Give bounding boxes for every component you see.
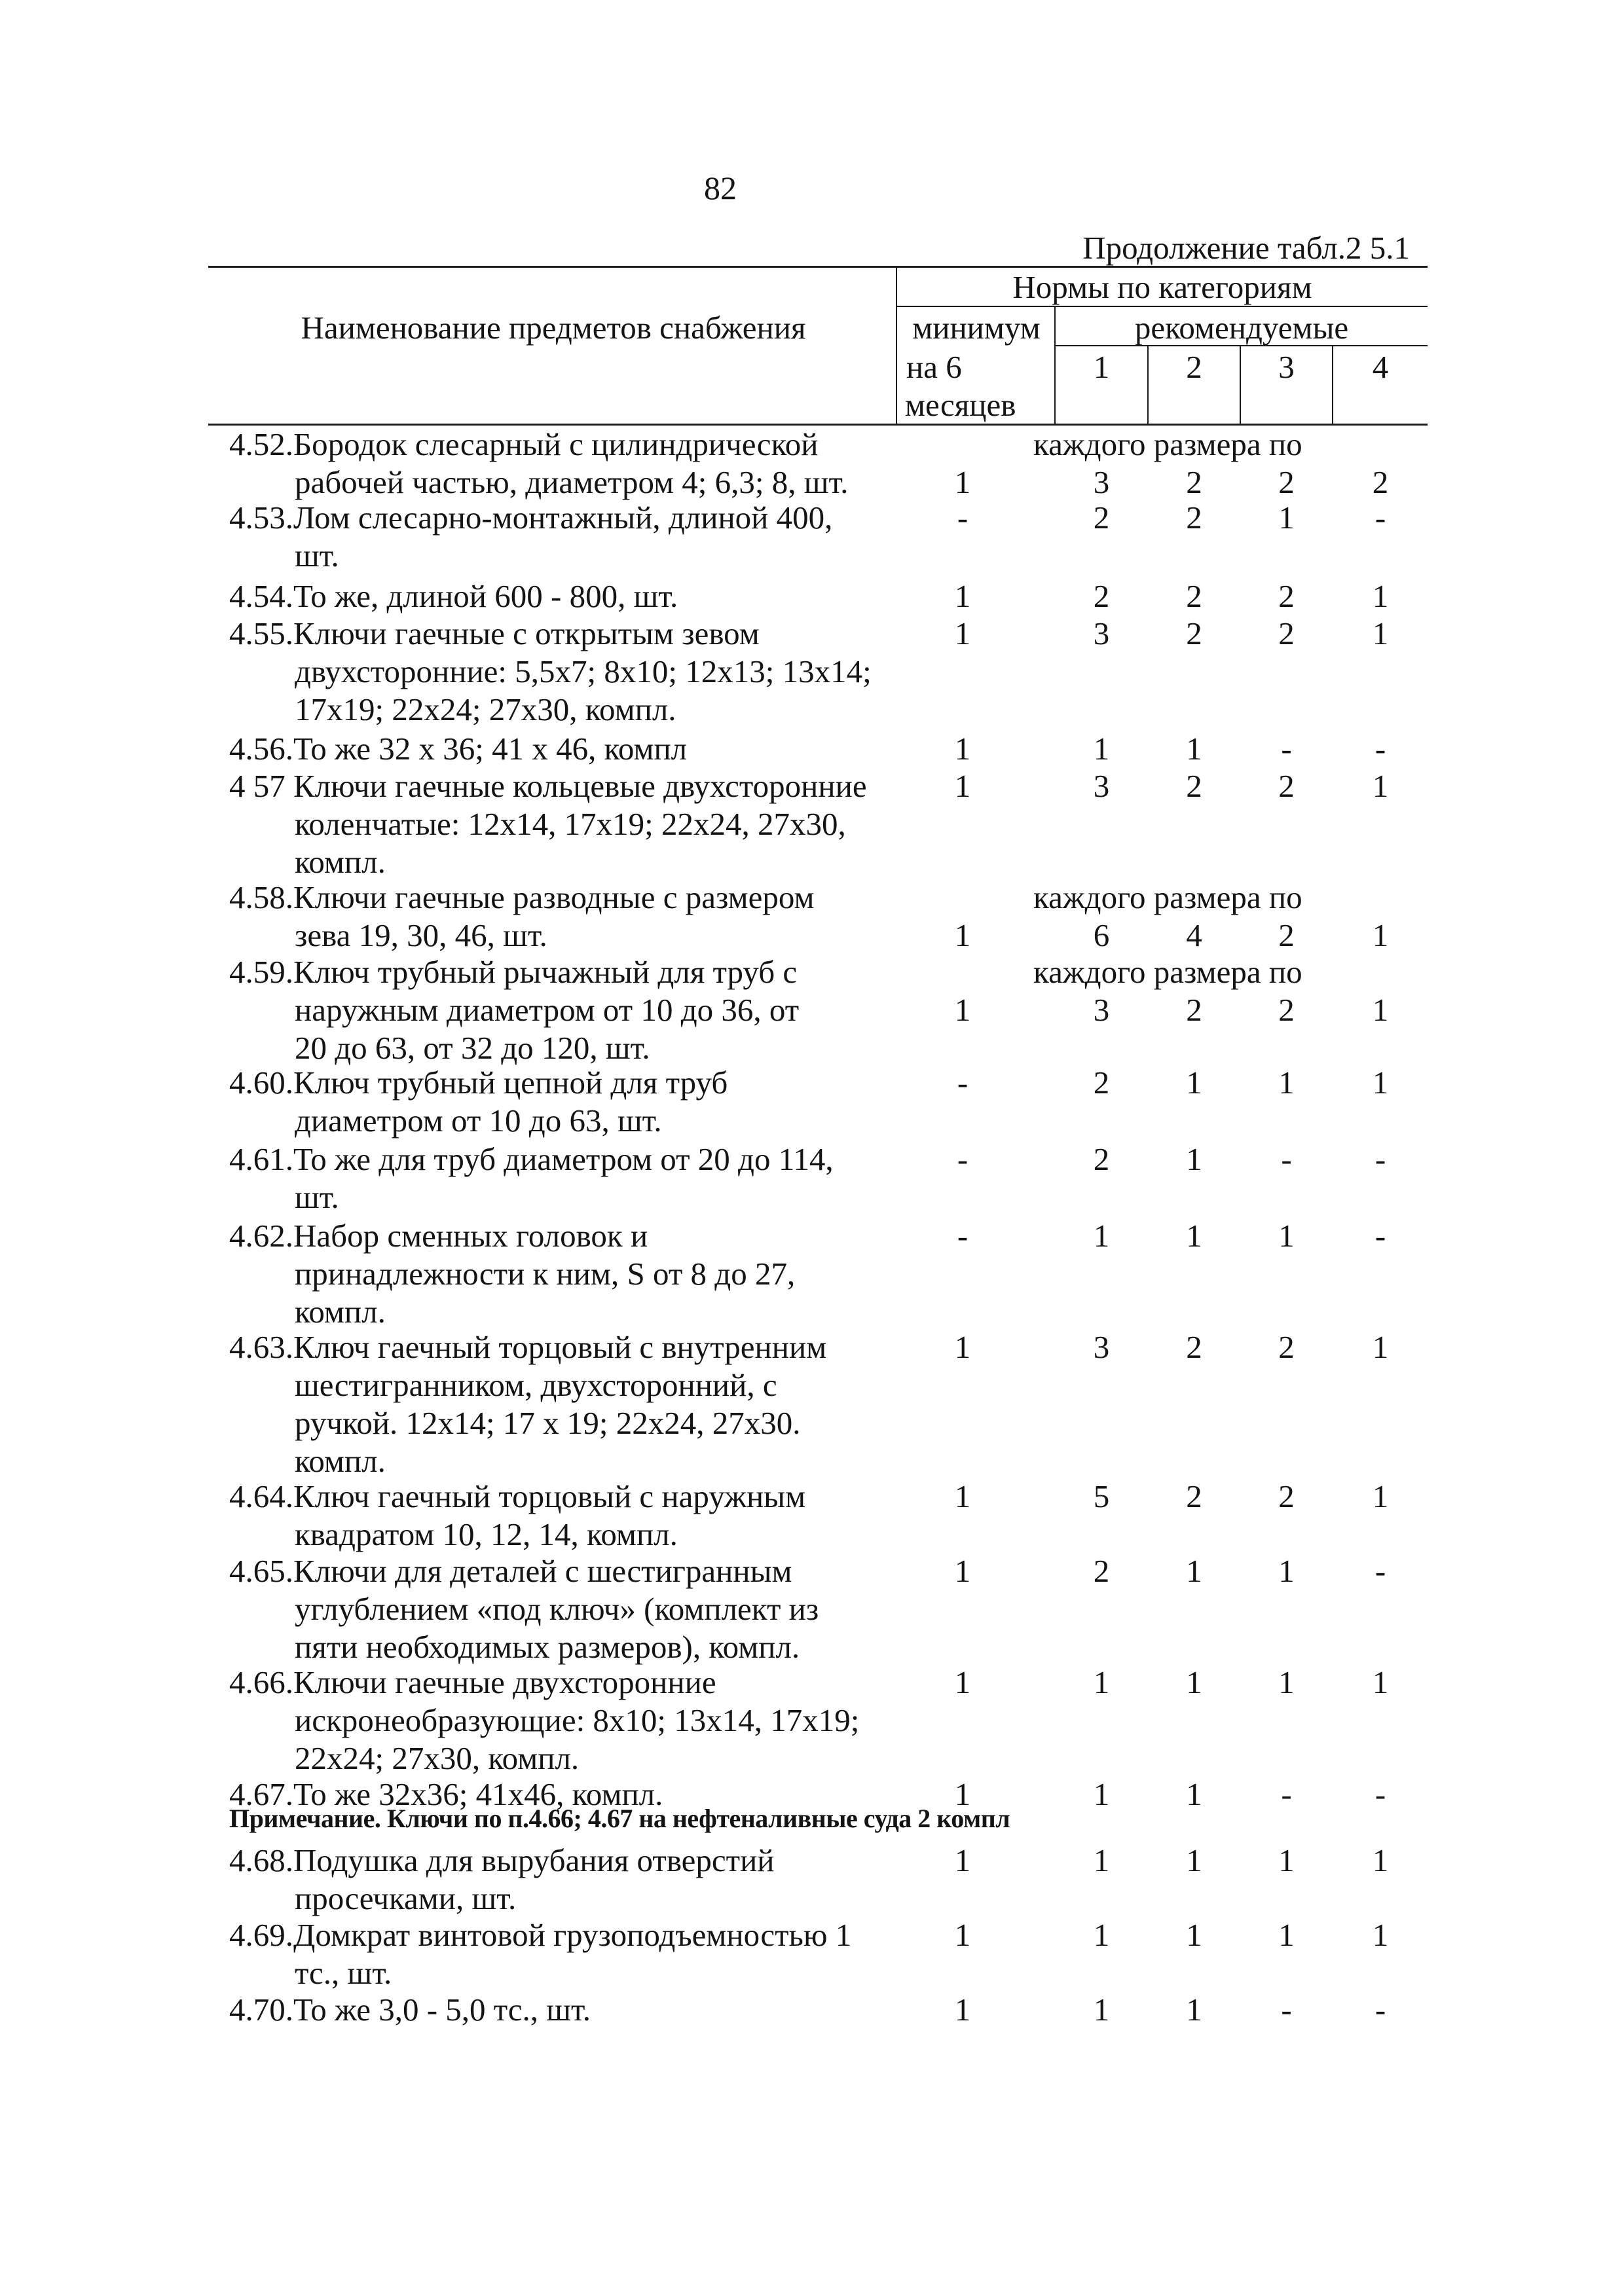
item-name-continuation: тс., шт. (295, 1955, 392, 1991)
item-name-continuation: ручкой. 12х14; 17 х 19; 22х24, 27х30. (295, 1405, 801, 1441)
category-1-header: 1 (1093, 349, 1110, 385)
name-column-header: Наименование предметов снабжения (301, 310, 806, 346)
minimum-value: - (957, 1141, 969, 1177)
size-note: каждого размера по (1033, 426, 1302, 462)
item-name: 4.55.Ключи гаечные с открытым зевом (229, 615, 760, 651)
category-4-value: 1 (1372, 1329, 1389, 1365)
category-3-value: 1 (1278, 1218, 1295, 1254)
category-3-value: - (1281, 731, 1292, 767)
item-name: 4.61.То же для труб диаметром от 20 до 114, (229, 1141, 834, 1177)
minimum-value: 1 (954, 1842, 971, 1878)
category-3-value: - (1281, 1776, 1292, 1812)
category-1-value: 1 (1093, 1992, 1110, 2028)
category-1-value: 2 (1093, 578, 1110, 614)
table-note: Примечание. Ключи по п.4.66; 4.67 на нефтеналивные суда 2 компл (229, 1804, 1010, 1833)
category-4-value: - (1375, 1776, 1386, 1812)
category-3-value: - (1281, 1141, 1292, 1177)
category-4-header: 4 (1372, 349, 1389, 385)
item-name: 4.54.То же, длиной 600 - 800, шт. (229, 578, 678, 614)
item-name-continuation: квадратом 10, 12, 14, компл. (295, 1516, 678, 1552)
category-3-value: 2 (1278, 768, 1295, 804)
category-1-value: 2 (1093, 1553, 1110, 1589)
item-name: 4.66.Ключи гаечные двухсторонние (229, 1664, 716, 1700)
item-name-continuation: компл. (295, 1443, 386, 1479)
category-3-value: 2 (1278, 578, 1295, 614)
category-1-value: 6 (1093, 917, 1110, 953)
item-name-continuation: шт. (295, 1179, 339, 1215)
category-2-value: 2 (1186, 578, 1202, 614)
category-1-value: 1 (1093, 731, 1110, 767)
category-4-value: - (1375, 731, 1386, 767)
item-name-continuation: компл. (295, 1294, 386, 1330)
item-name-continuation: диаметром от 10 до 63, шт. (295, 1102, 662, 1139)
category-3-header: 3 (1278, 349, 1295, 385)
category-1-value: 1 (1093, 1218, 1110, 1254)
category-3-value: 1 (1278, 1917, 1295, 1953)
item-name-continuation: просечками, шт. (295, 1880, 517, 1916)
category-2-value: 2 (1186, 1329, 1202, 1365)
minimum-value: 1 (954, 1329, 971, 1365)
category-1-value: 3 (1093, 768, 1110, 804)
category-4-value: 2 (1372, 464, 1389, 500)
category-2-value: 1 (1186, 1842, 1202, 1878)
minimum-value: 1 (954, 1664, 971, 1700)
category-4-value: 1 (1372, 1917, 1389, 1953)
category-4-value: - (1375, 500, 1386, 536)
category-4-value: 1 (1372, 1664, 1389, 1700)
category-2-value: 1 (1186, 731, 1202, 767)
category-1-value: 3 (1093, 464, 1110, 500)
category-2-value: 2 (1186, 464, 1202, 500)
category-2-value: 1 (1186, 1917, 1202, 1953)
category-2-value: 1 (1186, 1065, 1202, 1101)
item-name: 4.63.Ключ гаечный торцовый с внутренним (229, 1329, 827, 1365)
minimum-header-line-2: на 6 (906, 349, 962, 385)
category-2-value: 1 (1186, 1218, 1202, 1254)
item-name-continuation: пяти необходимых размеров), компл. (295, 1629, 800, 1665)
size-note: каждого размера по (1033, 879, 1302, 915)
norms-rule (897, 306, 1428, 307)
item-name: 4.64.Ключ гаечный торцовый с наружным (229, 1478, 806, 1514)
item-name-continuation: 22х24; 27х30, компл. (295, 1740, 580, 1776)
category-2-value: 1 (1186, 1664, 1202, 1700)
category-1-value: 1 (1093, 1842, 1110, 1878)
minimum-value: 1 (954, 1917, 971, 1953)
category-1-value: 2 (1093, 1141, 1110, 1177)
category-2-value: 1 (1186, 1141, 1202, 1177)
category-1-value: 3 (1093, 1329, 1110, 1365)
minimum-value: 1 (954, 1992, 971, 2028)
category-3-value: 2 (1278, 615, 1295, 651)
item-name: 4.69.Домкрат винтовой грузоподъемностью 1 (229, 1917, 852, 1953)
category-2-header: 2 (1186, 349, 1202, 385)
item-name-continuation: двухсторонние: 5,5х7; 8х10; 12х13; 13х14; (295, 653, 872, 689)
item-name: 4.68.Подушка для вырубания отверстий (229, 1842, 775, 1878)
category-2-value: 2 (1186, 615, 1202, 651)
category-4-value: - (1375, 1553, 1386, 1589)
header-top-rule (208, 266, 1428, 268)
category-1-value: 1 (1093, 1917, 1110, 1953)
minimum-value: 1 (954, 578, 971, 614)
category-3-value: 2 (1278, 1478, 1295, 1514)
item-name-continuation: искронеобразующие: 8х10; 13х14, 17х19; (295, 1702, 860, 1738)
category-4-value: 1 (1372, 578, 1389, 614)
category-2-value: 2 (1186, 992, 1202, 1028)
item-name: 4.58.Ключи гаечные разводные с размером (229, 879, 815, 915)
item-name: 4 57 Ключи гаечные кольцевые двухсторонние (229, 768, 867, 804)
category-4-value: 1 (1372, 768, 1389, 804)
minimum-value: 1 (954, 1776, 971, 1812)
minimum-value: 1 (954, 615, 971, 651)
minimum-header-line-3: месяцев (905, 387, 1016, 423)
item-name: 4.65.Ключи для деталей с шестигранным (229, 1553, 792, 1589)
table-continuation-caption: Продолжение табл.2 5.1 (1082, 230, 1410, 266)
category-1-value: 3 (1093, 992, 1110, 1028)
category-4-value: 1 (1372, 615, 1389, 651)
category-1-value: 5 (1093, 1478, 1110, 1514)
minimum-value: 1 (954, 1478, 971, 1514)
minimum-value: 1 (954, 992, 971, 1028)
category-4-value: 1 (1372, 1478, 1389, 1514)
item-name: 4.56.То же 32 х 36; 41 х 46, компл (229, 731, 688, 767)
item-name: 4.70.То же 3,0 - 5,0 тс., шт. (229, 1992, 591, 2028)
category-3-value: 1 (1278, 500, 1295, 536)
category-2-value: 2 (1186, 1478, 1202, 1514)
category-3-value: 1 (1278, 1842, 1295, 1878)
size-note: каждого размера по (1033, 954, 1302, 990)
item-name-continuation: коленчатые: 12х14, 17х19; 22х24, 27х30, (295, 806, 846, 842)
item-name: 4.53.Лом слесарно-монтажный, длиной 400, (229, 500, 833, 536)
category-4-value: 1 (1372, 1842, 1389, 1878)
category-3-value: 1 (1278, 1065, 1295, 1101)
item-name-continuation: шестигранником, двухсторонний, с (295, 1367, 777, 1403)
item-name-continuation: принадлежности к ним, S от 8 до 27, (295, 1256, 796, 1292)
category-4-value: - (1375, 1218, 1386, 1254)
category-3-value: - (1281, 1992, 1292, 2028)
item-name: 4.52.Бородок слесарный с цилиндрической (229, 426, 819, 462)
minimum-value: - (957, 500, 969, 536)
norms-header: Нормы по категориям (1012, 269, 1312, 305)
item-name-continuation: 20 до 63, от 32 до 120, шт. (295, 1030, 650, 1066)
item-name-continuation: компл. (295, 844, 386, 880)
category-1-value: 1 (1093, 1776, 1110, 1812)
category-3-value: 2 (1278, 992, 1295, 1028)
category-2-value: 4 (1186, 917, 1202, 953)
item-name: 4.60.Ключ трубный цепной для труб (229, 1065, 728, 1101)
category-2-value: 1 (1186, 1992, 1202, 2028)
item-name-continuation: 17х19; 22х24; 27х30, компл. (295, 691, 676, 727)
category-4-value: 1 (1372, 917, 1389, 953)
category-1-value: 3 (1093, 615, 1110, 651)
category-3-value: 2 (1278, 917, 1295, 953)
minimum-value: - (957, 1218, 969, 1254)
item-name-continuation: рабочей частью, диаметром 4; 6,3; 8, шт. (295, 464, 849, 500)
category-2-value: 1 (1186, 1553, 1202, 1589)
minimum-value: 1 (954, 1553, 971, 1589)
category-3-value: 2 (1278, 464, 1295, 500)
category-2-value: 2 (1186, 500, 1202, 536)
category-2-value: 2 (1186, 768, 1202, 804)
minimum-header-line-1: минимум (912, 310, 1041, 346)
category-4-value: 1 (1372, 1065, 1389, 1101)
minimum-value: 1 (954, 731, 971, 767)
item-name-continuation: наружным диаметром от 10 до 36, от (295, 992, 800, 1028)
category-2-value: 1 (1186, 1776, 1202, 1812)
minimum-value: - (957, 1065, 969, 1101)
minimum-value: 1 (954, 917, 971, 953)
category-4-value: 1 (1372, 992, 1389, 1028)
category-1-value: 1 (1093, 1664, 1110, 1700)
category-4-value: - (1375, 1992, 1386, 2028)
recommended-header: рекомендуемые (1134, 310, 1349, 346)
minimum-value: 1 (954, 464, 971, 500)
category-3-value: 1 (1278, 1553, 1295, 1589)
item-name-continuation: зева 19, 30, 46, шт. (295, 917, 547, 953)
item-name: 4.67.То же 32х36; 41х46, компл. (229, 1776, 663, 1812)
category-3-value: 2 (1278, 1329, 1295, 1365)
minimum-value: 1 (954, 768, 971, 804)
category-1-value: 2 (1093, 500, 1110, 536)
item-name-continuation: углублением «под ключ» (комплект из (295, 1591, 819, 1627)
item-name-continuation: шт. (295, 538, 339, 574)
category-4-value: - (1375, 1141, 1386, 1177)
category-3-value: 1 (1278, 1664, 1295, 1700)
item-name: 4.59.Ключ трубный рычажный для труб с (229, 954, 798, 990)
item-name: 4.62.Набор сменных головок и (229, 1218, 648, 1254)
page-number: 82 (704, 170, 737, 206)
category-1-value: 2 (1093, 1065, 1110, 1101)
